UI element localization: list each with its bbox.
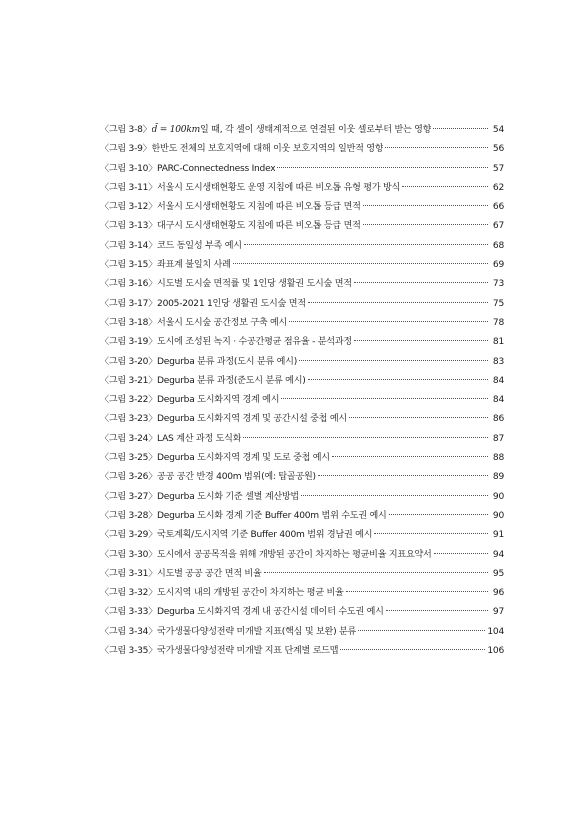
dot-leader xyxy=(332,456,488,457)
figure-title-text: 국토계획/도시지역 기준 Buffer 400m 범위 경남권 예시 xyxy=(157,530,373,541)
dot-leader xyxy=(402,186,488,187)
figure-label: 〈그림 3-9〉 xyxy=(100,144,152,155)
dot-leader xyxy=(389,514,488,515)
dot-leader xyxy=(434,553,488,554)
figure-entry[interactable] xyxy=(100,603,504,622)
figure-list xyxy=(100,121,504,661)
page-number: 88 xyxy=(492,453,504,464)
page-number: 69 xyxy=(492,260,504,271)
dot-leader xyxy=(281,398,488,399)
figure-entry[interactable] xyxy=(100,642,504,661)
page-number: 67 xyxy=(492,221,504,232)
figure-label: 〈그림 3-26〉 xyxy=(100,472,158,483)
page-number: 91 xyxy=(492,530,504,541)
figure-title-text: 코드 동일성 부족 예시 xyxy=(157,240,242,251)
figure-label: 〈그림 3-11〉 xyxy=(100,182,158,193)
figure-title xyxy=(157,623,356,642)
figure-entry[interactable] xyxy=(100,275,504,294)
dot-leader xyxy=(301,495,488,496)
figure-entry[interactable] xyxy=(100,488,504,507)
dot-leader xyxy=(386,610,488,611)
dot-leader xyxy=(264,572,489,573)
dot-leader xyxy=(349,417,488,418)
figure-label: 〈그림 3-20〉 xyxy=(100,356,158,367)
figure-entry[interactable] xyxy=(100,353,504,372)
dot-leader xyxy=(243,437,488,438)
figure-entry[interactable] xyxy=(100,314,504,333)
figure-label: 〈그림 3-19〉 xyxy=(100,337,158,348)
figure-entry[interactable] xyxy=(100,140,504,159)
figure-title xyxy=(157,410,347,429)
dot-leader xyxy=(318,475,488,476)
dot-leader xyxy=(363,205,488,206)
page-number: 90 xyxy=(492,510,504,521)
dot-leader xyxy=(354,282,488,283)
page-number: 75 xyxy=(492,298,504,309)
figure-entry[interactable] xyxy=(100,584,504,603)
figure-entry[interactable] xyxy=(100,546,504,565)
figure-title-text: 2005-2021 1인당 생활권 도시숲 면적 xyxy=(157,298,306,309)
figure-title-text: 대구시 도시생태현황도 지침에 따른 비오톱 등급 면적 xyxy=(157,221,361,232)
figure-label: 〈그림 3-27〉 xyxy=(100,491,158,502)
figure-title xyxy=(157,603,384,622)
figure-label: 〈그림 3-8〉 xyxy=(100,125,152,135)
dot-leader xyxy=(308,302,488,303)
dot-leader xyxy=(233,263,488,264)
figure-title-text: 도시에서 공공목적을 위해 개방된 공간이 차지하는 평균비율 지표요약서 xyxy=(157,549,432,560)
dot-leader xyxy=(354,340,488,341)
figure-entry[interactable] xyxy=(100,449,504,468)
figure-title-text: 서울시 도시숲 공간정보 구축 예시 xyxy=(157,317,288,328)
page-number: 57 xyxy=(492,163,504,174)
figure-title-text: PARC-Connectedness Index xyxy=(157,163,276,174)
dot-leader xyxy=(308,379,488,380)
figure-entry[interactable] xyxy=(100,160,504,179)
figure-title xyxy=(157,430,241,449)
figure-entry[interactable] xyxy=(100,565,504,584)
figure-title-text: 시도별 공공 공간 면적 비율 xyxy=(157,568,262,579)
page-number: 68 xyxy=(492,240,504,251)
figure-title-text: Degurba 도시화지역 경계 및 도로 중첩 예시 xyxy=(157,453,330,464)
dot-leader xyxy=(385,147,488,148)
figure-label: 〈그림 3-18〉 xyxy=(100,317,158,328)
figure-label: 〈그림 3-13〉 xyxy=(100,221,158,232)
dot-leader xyxy=(340,649,485,650)
dot-leader xyxy=(363,224,488,225)
figure-title-text: Degurba 도시화지역 경계 내 공간시설 데이터 수도권 예시 xyxy=(157,607,384,618)
page-number: 89 xyxy=(492,472,504,483)
page-number: 87 xyxy=(492,433,504,444)
figure-title xyxy=(157,353,297,372)
page-number: 83 xyxy=(492,356,504,367)
figure-entry[interactable] xyxy=(100,217,504,236)
figure-title-text: Degurba 도시화 기준 셀별 계산방법 xyxy=(157,491,299,502)
figure-label: 〈그림 3-33〉 xyxy=(100,607,158,618)
dot-leader xyxy=(289,321,488,322)
page-number: 95 xyxy=(492,568,504,579)
page-number: 96 xyxy=(492,588,504,599)
figure-title-text: 시도별 도시숲 면적률 및 1인당 생활권 도시숲 면적 xyxy=(157,279,352,290)
figure-entry[interactable] xyxy=(100,526,504,545)
figure-label: 〈그림 3-15〉 xyxy=(100,260,158,271)
figure-label: 〈그림 3-34〉 xyxy=(100,626,158,637)
figure-entry[interactable] xyxy=(100,198,504,217)
figure-title xyxy=(157,507,387,526)
figure-entry[interactable] xyxy=(100,468,504,487)
page-number: 56 xyxy=(492,144,504,155)
figure-title xyxy=(157,468,316,487)
figure-title-text: 국가생물다양성전략 미개발 지표 단계별 로드맵 xyxy=(157,646,339,657)
figure-title xyxy=(157,295,306,314)
page-number: 62 xyxy=(492,182,504,193)
figure-label: 〈그림 3-17〉 xyxy=(100,298,158,309)
figure-title-text: Degurba 도시화 경계 기준 Buffer 400m 범위 수도권 예시 xyxy=(157,510,387,521)
figure-title xyxy=(152,121,432,140)
figure-title xyxy=(157,275,352,294)
figure-entry[interactable] xyxy=(100,410,504,429)
figure-title-text: 좌표계 불일치 사례 xyxy=(157,260,231,271)
figure-title xyxy=(157,237,242,256)
figure-title xyxy=(157,372,306,391)
figure-title-text: Degurba 분류 과정(준도시 분류 예시) xyxy=(157,375,306,386)
figure-label: 〈그림 3-16〉 xyxy=(100,279,158,290)
figure-title xyxy=(157,584,344,603)
figure-title-text: 서울시 도시생태현황도 운영 지침에 따른 비오톱 유형 평가 방식 xyxy=(157,182,401,193)
figure-title xyxy=(157,449,330,468)
figure-title xyxy=(152,140,384,159)
figure-label: 〈그림 3-25〉 xyxy=(100,453,158,464)
figure-title-text: 도시에 조성된 녹지 · 수공간평균 점유율 - 분석과정 xyxy=(157,337,352,348)
page-number: 73 xyxy=(492,279,504,290)
page-number: 84 xyxy=(492,375,504,386)
page-number: 81 xyxy=(492,337,504,348)
figure-title-text: LAS 계산 과정 도식화 xyxy=(157,433,242,444)
figure-label: 〈그림 3-22〉 xyxy=(100,395,158,406)
figure-label: 〈그림 3-35〉 xyxy=(100,646,158,657)
page-number: 54 xyxy=(492,125,504,135)
dot-leader xyxy=(299,360,488,361)
figure-title xyxy=(157,179,400,198)
figure-label: 〈그림 3-21〉 xyxy=(100,375,158,386)
figure-label: 〈그림 3-31〉 xyxy=(100,568,158,579)
figure-entry[interactable] xyxy=(100,121,504,140)
page-number: 97 xyxy=(492,607,504,618)
page-number: 94 xyxy=(492,549,504,560)
figure-label: 〈그림 3-32〉 xyxy=(100,588,158,599)
page-number: 84 xyxy=(492,395,504,406)
dot-leader xyxy=(433,128,488,129)
figure-title xyxy=(157,160,275,179)
figure-label: 〈그림 3-14〉 xyxy=(100,240,158,251)
figure-title xyxy=(157,391,279,410)
figure-entry[interactable] xyxy=(100,256,504,275)
figure-entry[interactable] xyxy=(100,391,504,410)
figure-math: d̄ = 100km xyxy=(151,125,200,135)
figure-title xyxy=(157,526,372,545)
figure-entry[interactable] xyxy=(100,430,504,449)
figure-label: 〈그림 3-12〉 xyxy=(100,202,158,213)
page-number: 104 xyxy=(487,626,504,637)
figure-title xyxy=(157,488,299,507)
figure-title xyxy=(157,333,352,352)
figure-title-text: Degurba 도시화지역 경계 및 공간시설 중첩 예시 xyxy=(157,414,347,425)
figure-title-text: 공공 공간 반경 400m 범위(예: 탑골공원) xyxy=(157,472,316,483)
figure-label: 〈그림 3-30〉 xyxy=(100,549,158,560)
figure-entry[interactable] xyxy=(100,623,504,642)
figure-entry[interactable] xyxy=(100,237,504,256)
figure-entry[interactable] xyxy=(100,333,504,352)
figure-title-text: 서울시 도시생태현황도 지침에 따른 비오톱 등급 면적 xyxy=(157,202,361,213)
figure-label: 〈그림 3-10〉 xyxy=(100,163,158,174)
page-number: 78 xyxy=(492,317,504,328)
figure-label: 〈그림 3-29〉 xyxy=(100,530,158,541)
figure-title xyxy=(157,546,432,565)
page-number: 86 xyxy=(492,414,504,425)
figure-title xyxy=(157,217,361,236)
figure-label: 〈그림 3-24〉 xyxy=(100,433,158,444)
figure-entry[interactable] xyxy=(100,507,504,526)
dot-leader xyxy=(346,591,488,592)
dot-leader xyxy=(244,244,488,245)
figure-title-text: 한반도 전체의 보호지역에 대해 이웃 보호지역의 일반적 영향 xyxy=(151,144,384,155)
figure-title-text: 일 때, 각 셀이 생태계적으로 연결된 이웃 셀로부터 받는 영향 xyxy=(199,125,432,135)
figure-title xyxy=(157,642,338,661)
figure-label: 〈그림 3-28〉 xyxy=(100,510,158,521)
figure-entry[interactable] xyxy=(100,179,504,198)
figure-title xyxy=(157,198,361,217)
figure-entry[interactable] xyxy=(100,372,504,391)
dot-leader xyxy=(374,533,488,534)
figure-title-text: Degurba 도시화지역 경계 예시 xyxy=(157,395,280,406)
figure-entry[interactable] xyxy=(100,295,504,314)
figure-title xyxy=(157,314,287,333)
figure-title-text: 도시지역 내의 개방된 공간이 차지하는 평균 비율 xyxy=(157,588,344,599)
figure-title xyxy=(157,256,231,275)
page-number: 90 xyxy=(492,491,504,502)
figure-title xyxy=(157,565,261,584)
page-number: 106 xyxy=(487,646,504,657)
figure-label: 〈그림 3-23〉 xyxy=(100,414,158,425)
page-number: 66 xyxy=(492,202,504,213)
figure-title-text: Degurba 분류 과정(도시 분류 예시) xyxy=(157,356,298,367)
figure-title-text: 국가생물다양성전략 미개발 지표(핵심 및 보완) 분류 xyxy=(157,626,357,637)
dot-leader xyxy=(358,630,485,631)
dot-leader xyxy=(277,167,488,168)
